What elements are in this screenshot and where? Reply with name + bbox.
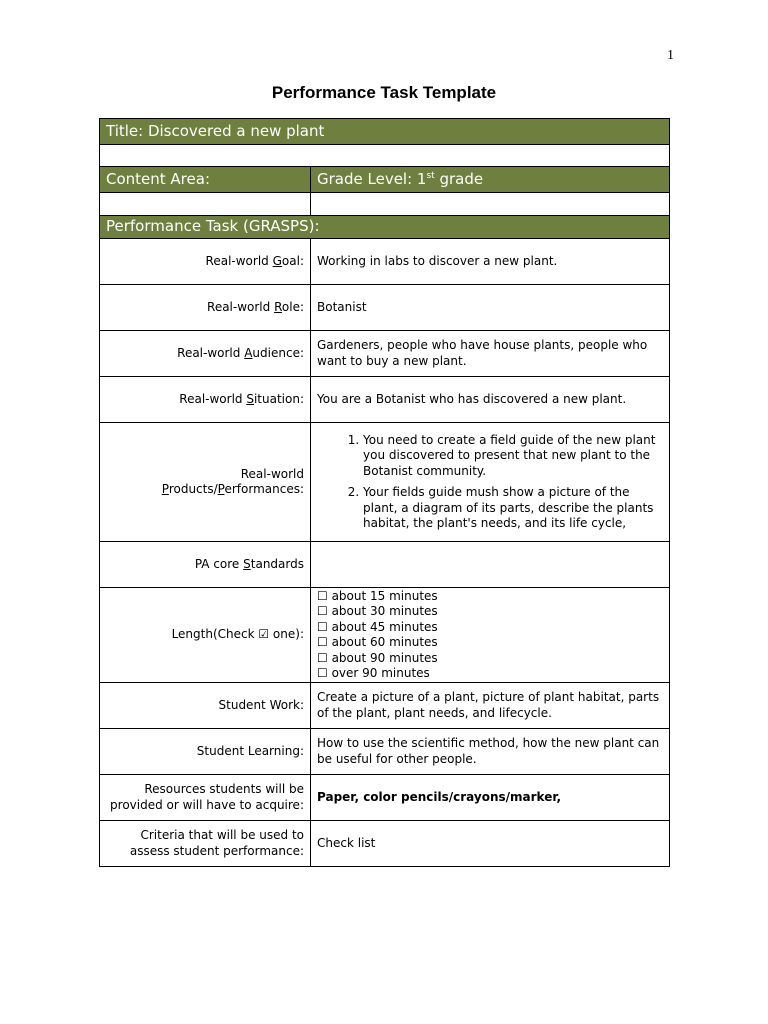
grade-level-value (311, 193, 670, 216)
products-item-1: 1. You need to create a field guide of the new plant you discovered to present that new plant to the Botanist community. (363, 433, 663, 480)
content-area-value (100, 193, 311, 216)
role-value: Botanist (311, 285, 670, 331)
products-item-2: 2. Your fields guide mush show a picture of the plant, a diagram of its parts, describe the plants habitat, the plant's needs, and its life cycle, (363, 485, 663, 532)
goal-value: Working in labs to discover a new plant. (311, 239, 670, 285)
student-learning-label: Student Learning: (100, 729, 311, 775)
products-label: Real-world Products/Performances: (100, 423, 311, 542)
standards-label: PA core Standards (100, 542, 311, 588)
length-options (311, 588, 670, 683)
student-learning-row (100, 729, 670, 775)
length-option-30[interactable]: ☐ about 30 minutes (317, 604, 438, 618)
content-grade-row (100, 167, 670, 193)
grade-level-suffix: grade (434, 169, 484, 188)
length-option-60[interactable]: ☐ about 60 minutes (317, 635, 438, 649)
goal-label: Real-world Goal: (100, 239, 311, 285)
situation-value: You are a Botanist who has discovered a new plant. (311, 377, 670, 423)
task-header-row (100, 216, 670, 239)
goal-row (100, 239, 670, 285)
audience-row (100, 331, 670, 377)
grade-level-sup: st (426, 170, 435, 181)
task-header-cell: Performance Task (GRASPS): (100, 216, 670, 239)
standards-row (100, 542, 670, 588)
audience-value: Gardeners, people who have house plants, people who want to buy a new plant. (311, 331, 670, 377)
student-work-value: Create a picture of a plant, picture of plant habitat, parts of the plant, plant needs, and lifecycle. (311, 683, 670, 729)
resources-value: Paper, color pencils/crayons/marker, (311, 775, 670, 821)
length-option-45[interactable]: ☐ about 45 minutes (317, 619, 438, 634)
length-row (100, 588, 670, 683)
student-work-row (100, 683, 670, 729)
length-option-15[interactable]: ☐ about 15 minutes (317, 588, 438, 603)
length-option-over-90[interactable]: ☐ over 90 minutes (317, 666, 430, 680)
student-work-label: Student Work: (100, 683, 311, 729)
situation-label: Real-world Situation: (100, 377, 311, 423)
content-area-cell: Content Area: (100, 167, 311, 193)
page-number: 1 (667, 48, 674, 63)
document-title: Performance Task Template (271, 83, 497, 102)
role-label: Real-world Role: (100, 285, 311, 331)
title-cell: Title: Discovered a new plant (100, 119, 670, 145)
products-list (317, 433, 663, 532)
criteria-label: Criteria that will be used to assess student performance: (100, 821, 311, 867)
grade-level-prefix: Grade Level: 1 (317, 169, 427, 188)
blank-cell (100, 145, 670, 167)
student-learning-value: How to use the scientific method, how the new plant can be useful for other people. (311, 729, 670, 775)
products-row (100, 423, 670, 542)
resources-row (100, 775, 670, 821)
standards-value (311, 542, 670, 588)
grade-level-cell (311, 167, 670, 193)
length-option-90[interactable]: ☐ about 90 minutes (317, 650, 438, 665)
blank-row (100, 193, 670, 216)
resources-label: Resources students will be provided or will have to acquire: (100, 775, 311, 821)
title-row (100, 119, 670, 145)
blank-row (100, 145, 670, 167)
criteria-value: Check list (311, 821, 670, 867)
role-row (100, 285, 670, 331)
criteria-row (100, 821, 670, 867)
products-value (311, 423, 670, 542)
length-label: Length(Check ☑ one): (100, 588, 311, 683)
audience-label: Real-world Audience: (100, 331, 311, 377)
situation-row (100, 377, 670, 423)
performance-task-table (99, 118, 670, 867)
